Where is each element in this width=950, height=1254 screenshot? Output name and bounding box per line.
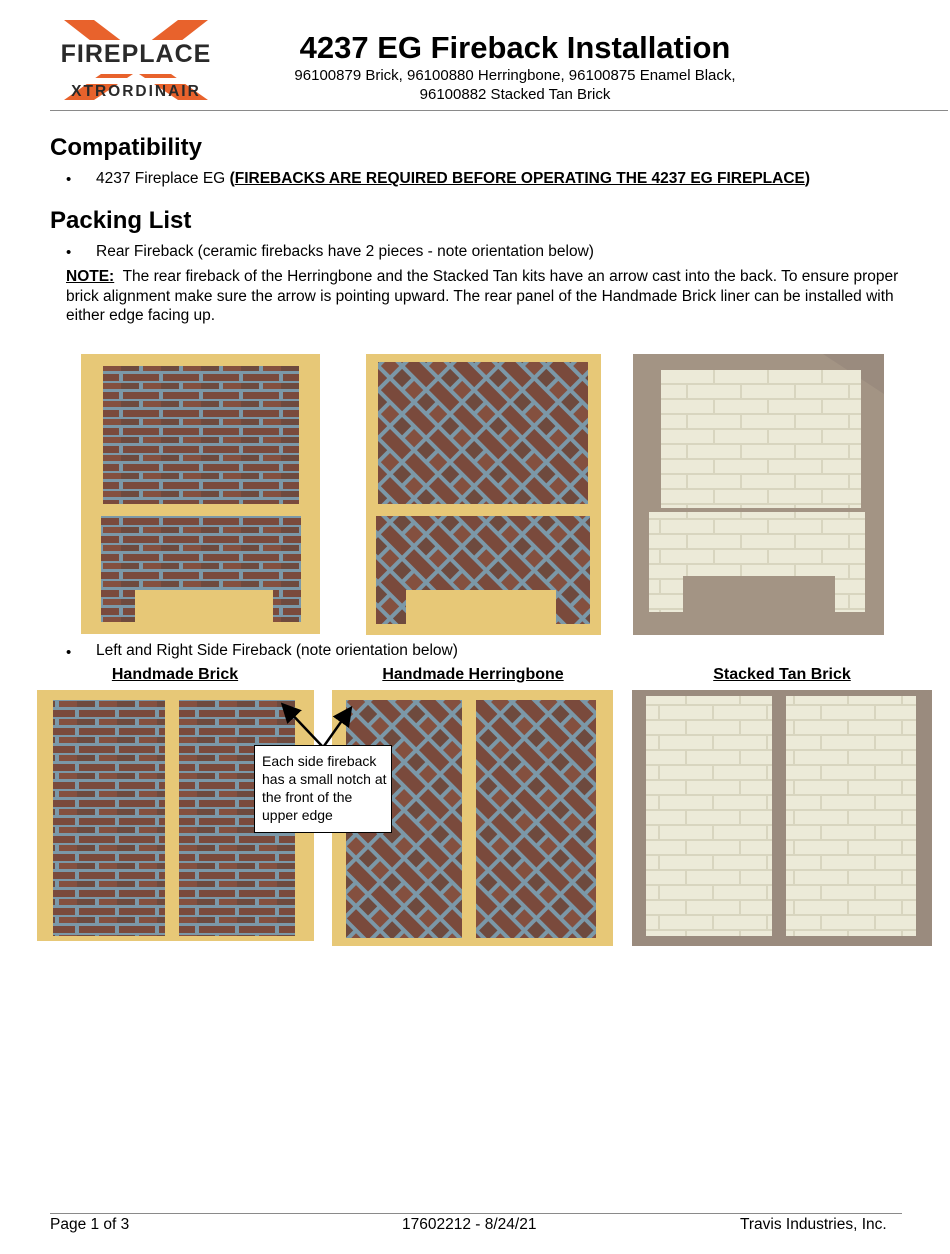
- footer-divider: [50, 1213, 902, 1214]
- footer-page-number: Page 1 of 3: [50, 1216, 130, 1233]
- page-title: 4237 EG Fireback Installation: [299, 30, 731, 65]
- note-paragraph: [66, 267, 906, 326]
- label-stacked-tan-brick: Stacked Tan Brick: [713, 666, 851, 683]
- bullet-icon: •: [66, 644, 72, 661]
- packing-item-sides: Left and Right Side Fireback (note orientation below): [96, 642, 458, 659]
- part-numbers-line-2: 96100882 Stacked Tan Brick: [419, 86, 611, 103]
- packing-list-heading: Packing List: [50, 207, 192, 234]
- note-label: NOTE:: [66, 268, 115, 285]
- rear-herringbone-photo: [366, 354, 601, 635]
- bullet-icon: •: [66, 244, 72, 261]
- compatibility-warning: FIREBACKS ARE REQUIRED BEFORE OPERATING THE 4237 EG FIREPLACE: [234, 170, 805, 187]
- footer-company: Travis Industries, Inc.: [740, 1216, 887, 1233]
- compatibility-model: 4237 Fireplace EG: [96, 170, 226, 187]
- side-stacked-tan-photo: [632, 690, 932, 946]
- label-handmade-brick: Handmade Brick: [111, 666, 239, 683]
- bullet-icon: •: [66, 171, 72, 188]
- rear-stacked-tan-photo: [633, 354, 884, 635]
- part-numbers-line-1: 96100879 Brick, 96100880 Herringbone, 96100875 Enamel Black,: [294, 67, 736, 84]
- packing-item-rear: Rear Fireback (ceramic firebacks have 2 pieces - note orientation below): [96, 243, 594, 260]
- note-text: The rear fireback of the Herringbone and the Stacked Tan kits have an arrow cast into the back. To ensure proper brick alignment make sure the arrow is pointing upward. The rear panel of the Handmade Brick liner can be installed with either edge facing up.: [66, 268, 899, 324]
- compatibility-heading: Compatibility: [50, 134, 203, 161]
- header-divider: [50, 110, 948, 111]
- notch-callout: Each side fireback has a small notch at the front of the upper edge: [254, 745, 392, 833]
- part-numbers: [230, 66, 800, 104]
- label-handmade-herringbone: Handmade Herringbone: [382, 666, 564, 683]
- footer-doc-id: 17602212 - 8/24/21: [402, 1216, 537, 1233]
- rear-brick-photo: [81, 354, 320, 634]
- logo-wordmark: FIREPLACE: [60, 40, 212, 68]
- compatibility-item: 4237 Fireplace EG (FIREBACKS ARE REQUIRED BEFORE OPERATING THE 4237 EG FIREPLACE): [96, 170, 811, 187]
- logo-subwordmark: XTRORDINAIR: [71, 83, 201, 100]
